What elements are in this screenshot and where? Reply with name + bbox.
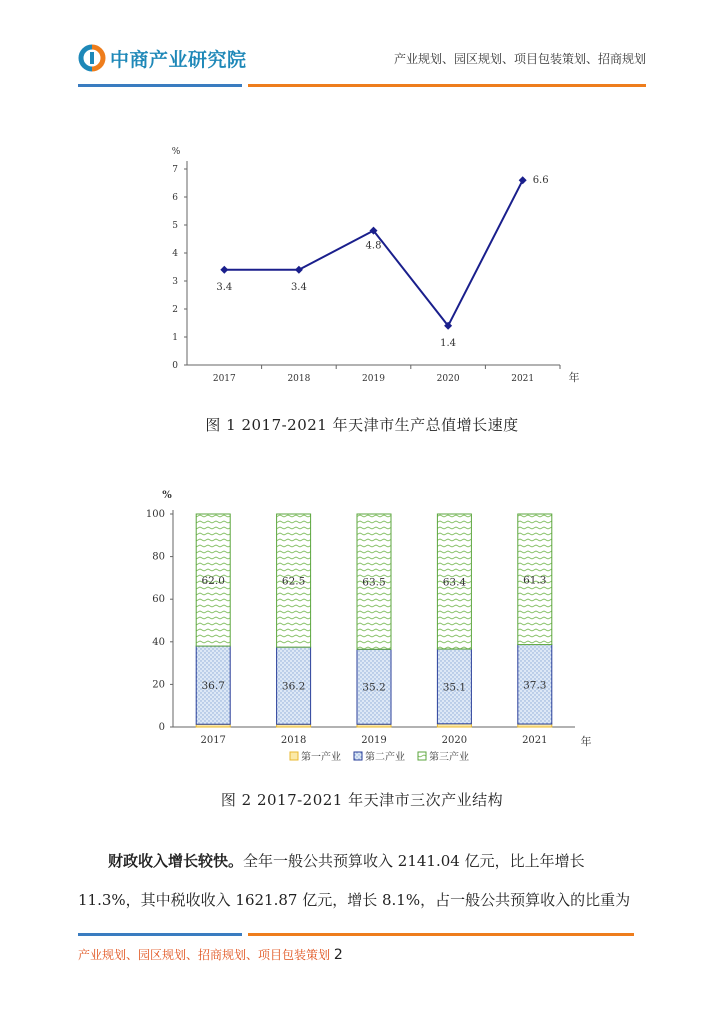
legend-swatch (290, 752, 298, 760)
bar-value-label: 35.2 (362, 681, 386, 694)
x-tick-label: 2019 (361, 735, 387, 746)
figure1-caption: 图 1 2017-2021 年天津市生产总值增长速度 (205, 416, 519, 434)
y-tick-label: 5 (172, 221, 178, 231)
y-tick-label: 3 (172, 277, 178, 287)
data-label: 3.4 (290, 281, 307, 293)
x-tick-label: 2021 (522, 735, 548, 746)
y-tick-label: 0 (158, 722, 165, 733)
y-axis-unit: % (171, 147, 181, 157)
y-tick-label: 40 (152, 636, 165, 648)
paragraph-line-2: 11.3%，其中税收收入 1621.87 亿元，增长 8.1%，占一般公共预算收入的比重为 (78, 891, 631, 909)
bar-value-label: 37.3 (523, 679, 547, 692)
y-tick-label: 6 (172, 193, 178, 203)
x-tick-label: 2020 (441, 735, 468, 746)
y-tick-label: 0 (172, 361, 178, 371)
figure1-line-chart (150, 140, 590, 390)
figure2-caption: 图 2 2017-2021 年天津市三次产业结构 (220, 791, 504, 809)
logo-mark-icon (78, 44, 106, 72)
bar-value-label: 36.7 (201, 680, 225, 693)
data-point-marker (220, 266, 228, 274)
data-point-marker (295, 266, 303, 274)
legend-swatch (418, 752, 426, 760)
page-number: 2 (333, 947, 343, 963)
y-axis-unit: % (162, 490, 172, 501)
legend-label: 第二产业 (365, 752, 405, 763)
x-axis-unit: 年 (580, 735, 592, 748)
y-tick-label: 7 (172, 165, 178, 175)
series-line (224, 180, 522, 326)
legend-swatch (354, 752, 362, 760)
header-divider-orange (248, 84, 646, 87)
footer-text: 产业规划、园区规划、招商规划、项目包装策划 (78, 948, 331, 962)
company-logo (78, 40, 247, 76)
x-tick-label: 2018 (287, 374, 311, 384)
figure2-stacked-bar-chart (140, 484, 600, 774)
bar-value-label: 61.3 (523, 574, 547, 587)
data-point-marker (519, 176, 527, 184)
bar-value-label: 63.5 (362, 576, 386, 589)
y-tick-label: 2 (172, 305, 178, 315)
y-tick-label: 60 (152, 594, 165, 606)
logo-text: 中商产业研究院 (110, 48, 247, 71)
x-tick-label: 2017 (200, 735, 226, 746)
bar-value-label: 36.2 (281, 680, 306, 693)
figure1-svg (150, 140, 590, 390)
data-label: 1.4 (440, 337, 457, 349)
y-tick-label: 20 (152, 679, 165, 691)
x-tick-label: 2019 (362, 374, 385, 384)
data-label: 6.6 (532, 175, 549, 187)
bar-value-label: 62.5 (281, 575, 306, 588)
footer-divider-orange (248, 933, 634, 936)
data-label: 3.4 (216, 281, 233, 293)
footer (78, 946, 343, 963)
paragraph-lead: 财政收入增长较快。 (108, 852, 244, 870)
y-tick-label: 80 (152, 551, 165, 563)
paragraph-line-1-text: 全年一般公共预算收入 2141.04 亿元，比上年增长 (243, 852, 585, 870)
x-tick-label: 2017 (212, 374, 236, 384)
header-divider-blue (78, 84, 242, 87)
bar-value-label: 62.0 (201, 575, 225, 588)
x-axis-unit: 年 (568, 371, 580, 384)
figure2-svg (140, 484, 600, 774)
y-tick-label: 100 (145, 509, 165, 520)
legend-label: 第三产业 (429, 752, 469, 763)
bar-value-label: 63.4 (442, 576, 467, 589)
header-tagline: 产业规划、园区规划、项目包装策划、招商规划 (393, 52, 646, 66)
legend-label: 第一产业 (301, 752, 341, 763)
bar-value-label: 35.1 (442, 681, 467, 694)
x-tick-label: 2018 (280, 735, 307, 746)
y-tick-label: 4 (172, 249, 178, 259)
y-tick-label: 1 (172, 333, 178, 343)
body-paragraph (78, 842, 646, 920)
x-tick-label: 2020 (436, 374, 460, 384)
x-tick-label: 2021 (511, 374, 535, 384)
paragraph-line-1 (78, 842, 646, 881)
data-label: 4.8 (365, 240, 382, 252)
footer-divider-blue (78, 933, 242, 936)
